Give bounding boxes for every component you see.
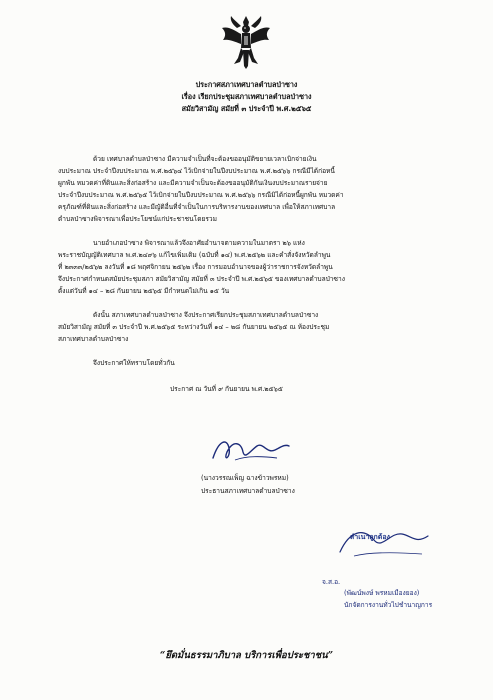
paragraph-1-line: ด้วย เทศบาลตำบลป่าซาง มีความจำเป็นที่จะต้องขออนุมัติขยายเวลาเบิกจ่ายเงิน xyxy=(93,155,317,163)
paragraph-1-line: ตำบลป่าซางพิจารณาเพื่อประโยชน์แก่ประชาชนโดยรวม xyxy=(58,215,217,223)
paragraph-1-line: งบประมาณ ประจำปีงบประมาณ พ.ศ.๒๕๖๔ ไว้เบิกจ่ายในปีงบประมาณ พ.ศ.๒๕๖๖ กรณีมีได้ก่อหนี้ xyxy=(58,167,335,175)
certified-copy-stamp: สำเนาถูกต้อง xyxy=(350,533,390,541)
paragraph-2-line: จึงประกาศกำหนดสมัยประชุมสภา สมัยวิสามัญ สมัยที่ ๓ ประจำปี พ.ศ.๒๕๖๕ ของเทศบาลตำบลป่าซาง xyxy=(58,275,345,283)
chairperson-position: ประธานสภาเทศบาลตำบลป่าซาง xyxy=(201,487,295,495)
garuda-emblem xyxy=(220,14,272,70)
closing-statement: จึงประกาศให้ทราบโดยทั่วกัน xyxy=(93,359,175,367)
chairperson-signature xyxy=(205,430,295,470)
paragraph-3-line: ดังนั้น สภาเทศบาลตำบลป่าซาง จึงประกาศเรียกประชุมสภาเทศบาลตำบลป่าซาง xyxy=(93,311,319,319)
notice-title: ประกาศสภาเทศบาลตำบลป่าซาง xyxy=(195,80,298,89)
paragraph-2-line: พระราชบัญญัติเทศบาล พ.ศ.๒๔๙๖ แก้ไขเพิ่มเติม (ฉบับที่ ๑๔) พ.ศ.๒๕๖๒ และคำสั่งจังหวัดลำพูน xyxy=(58,251,331,259)
certifier-position: นักจัดการงานทั่วไปชำนาญการ xyxy=(344,601,433,609)
certifier-signature xyxy=(330,522,440,562)
paragraph-1-line: ประจำปีงบประมาณ พ.ศ.๒๕๖๕ ไว้เบิกจ่ายในปีงบประมาณ พ.ศ.๒๕๖๖ กรณีมิได้ก่อหนี้ผูกพัน หมวดค่า xyxy=(58,191,344,199)
motto: “ยึดมั่นธรรมาภิบาล บริการเพื่อประชาชน” xyxy=(159,650,334,661)
paragraph-1-line: ครุภัณฑ์ที่ดินและสิ่งก่อสร้าง และมีญัติอื่นที่จำเป็นในการบริหารงานของเทศบาล เพื่อให้สภาเทศบาล xyxy=(58,203,336,211)
paragraph-3-line: สภาเทศบาลตำบลป่าซาง xyxy=(58,335,129,343)
chairperson-name: (นางวรรณเพ็ญ ฉางข้าวพรหม) xyxy=(201,474,289,482)
certifier-name: (พัฒน์พงษ์ พรหมเมืองยอง) xyxy=(344,589,420,597)
paragraph-2-line: นายอำเภอป่าซาง พิจารณาแล้วจึงอาศัยอำนาจตามความในมาตรา ๒๖ แห่ง xyxy=(93,239,305,247)
paragraph-3-line: สมัยวิสามัญ สมัยที่ ๓ ประจำปี พ.ศ.๒๕๖๕ ระหว่างวันที่ ๑๔ – ๒๘ กันยายน ๒๕๖๕ ณ ห้องประชุม xyxy=(58,323,330,331)
paragraph-2-line: ที่ ๒๓๓๓/๒๕๖๒ ลงวันที่ ๑๘ พฤศจิกายน ๒๕๖๒ เรื่อง การมอบอำนาจของผู้ว่าราชการจังหวัดลำพูน xyxy=(58,263,333,271)
notice-session: สมัยวิสามัญ สมัยที่ ๓ ประจำปี พ.ศ.๒๕๖๕ xyxy=(181,104,312,113)
announcement-date: ประกาศ ณ วันที่ ๙ กันยายน พ.ศ.๒๕๖๕ xyxy=(170,385,283,393)
notice-subject: เรื่อง เรียกประชุมสภาเทศบาลตำบลป่าซาง xyxy=(181,92,312,101)
paragraph-2-line: ตั้งแต่วันที่ ๑๔ – ๒๘ กันยายน ๒๕๖๕ มีกำหนดไม่เกิน ๑๕ วัน xyxy=(58,287,230,295)
certifier-initials: จ.ส.อ. xyxy=(322,578,341,586)
paragraph-1-line: ผูกพัน หมวดค่าที่ดินและสิ่งก่อสร้าง และมีความจำเป็นจะต้องขออนุมัติกันเงินงบประมาณรายจ่าย xyxy=(58,179,328,187)
